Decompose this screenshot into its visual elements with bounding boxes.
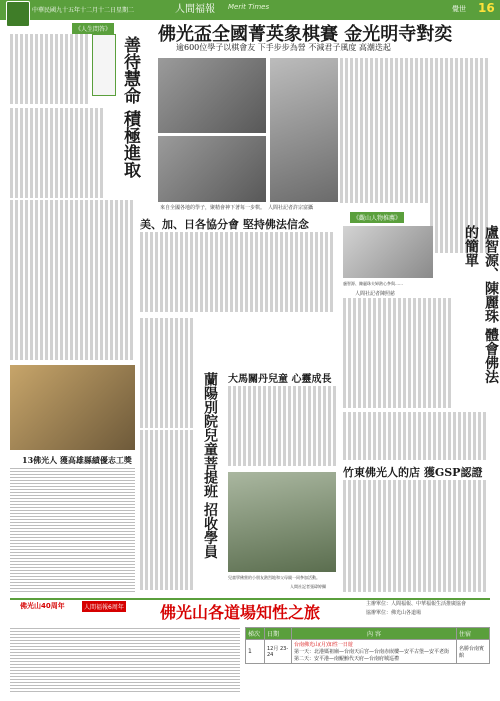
page-number: 16 xyxy=(478,1,495,15)
chess-photo-3 xyxy=(270,58,338,202)
ad-organizer: 主辦單位：人間福報、中華福報生活推廣協會 xyxy=(366,601,467,607)
qa-box xyxy=(92,34,116,96)
main-photo-caption: 來自全國各地的學子，聚精會神下著每一步棋。 xyxy=(160,205,266,211)
row1-batch: 1 xyxy=(246,640,265,664)
chess-photo-2 xyxy=(158,136,266,202)
section-name: 覺世 xyxy=(452,5,466,13)
left-photo-article-text xyxy=(10,468,135,593)
header-lodging: 住宿 xyxy=(457,628,490,640)
issue-date: 中華民國九十五年十二月十二日星期二 xyxy=(32,7,135,14)
ad-title: 佛光山各道場知性之旅 xyxy=(160,603,321,622)
volunteer-award-photo xyxy=(10,365,135,450)
row1-lodging: 名勝台南賓館 xyxy=(457,640,490,664)
article4-text-2 xyxy=(140,430,195,590)
article5-title: 大馬關丹兒童 心靈成長 xyxy=(228,374,332,385)
masthead-english: Merit Times xyxy=(228,3,270,11)
article6-title: 竹東佛光人的店 獲GSP認證 xyxy=(343,466,483,479)
left-photo-caption: 13佛光人 獲高雄縣績優志工獎 xyxy=(22,455,132,465)
main-subheadline: 逾600位學子以棋會友 下手步步為營 不減君子風度 高潮迭起 xyxy=(176,43,391,52)
main-article-text-right xyxy=(430,58,490,253)
article2-title: 美、加、日各協分會 堅持佛法信念 xyxy=(140,218,309,231)
article3-caption: 盧智源、陳麗珠夫婦熱心參與…… xyxy=(343,281,403,286)
header-content: 內 容 xyxy=(292,628,457,640)
left-article-text xyxy=(10,34,90,104)
left-vertical-title: 善待慧命 積極進取 xyxy=(120,36,140,178)
row1-date: 12月 23-24 xyxy=(265,640,292,664)
article3-text-2 xyxy=(343,412,488,460)
left-column-tag: 《人生問答》 xyxy=(72,23,114,34)
header-batch: 梯次 xyxy=(246,628,265,640)
article3-text xyxy=(343,298,453,408)
left-article-text-2 xyxy=(10,108,105,198)
article4-text xyxy=(140,318,195,428)
article3-tag: 《觀山人物推薦》 xyxy=(350,212,404,223)
article4-vertical-title: 蘭陽別院兒童菩提班 招收學員 xyxy=(202,372,218,559)
newspaper-logo-icon xyxy=(6,1,30,27)
masthead: 人間福報 xyxy=(175,4,215,15)
ad-left-text-2: 人間福報6周年 xyxy=(82,601,126,612)
main-headline: 佛光盃全國菁英象棋賽 金光明寺對奕 xyxy=(158,24,453,45)
tour-schedule-table xyxy=(245,627,490,693)
header-date: 日期 xyxy=(265,628,292,640)
main-photo-credit: 人間社記者許宗富攝 xyxy=(268,205,314,211)
row1-content: 台南佛光山(月)知性一日遊 第一天：北港媽祖廟—台南天后宮—台南赤嵌樓—安平古堡—安平老街 第二天：安平港—南鯤鯓代天府—台南府城巡禮 xyxy=(292,640,457,664)
article5-caption: 兒童學佛營的小朋友熱烈地和父母親一同參加活動。 xyxy=(228,575,320,580)
article5-text xyxy=(228,386,336,466)
article5-credit: 人間社記者張瑋婷攝 xyxy=(290,584,326,589)
article6-text xyxy=(343,480,488,592)
ad-left-text: 佛光山40周年 xyxy=(20,602,65,610)
chess-photo-1 xyxy=(158,58,266,133)
article3-vertical-title: 盧智源、陳麗珠 體會佛法的簡單 xyxy=(463,225,499,384)
article3-credit: 人間社記者陳照慈 xyxy=(355,291,396,297)
ad-co-organizer: 協辦單位：佛光山各道場 xyxy=(366,610,422,616)
article2-text xyxy=(140,232,335,312)
main-article-text xyxy=(340,58,428,203)
children-activity-photo xyxy=(228,472,336,572)
article3-photo xyxy=(343,226,433,278)
ad-details-text xyxy=(10,628,240,693)
left-lower-text xyxy=(10,200,135,360)
